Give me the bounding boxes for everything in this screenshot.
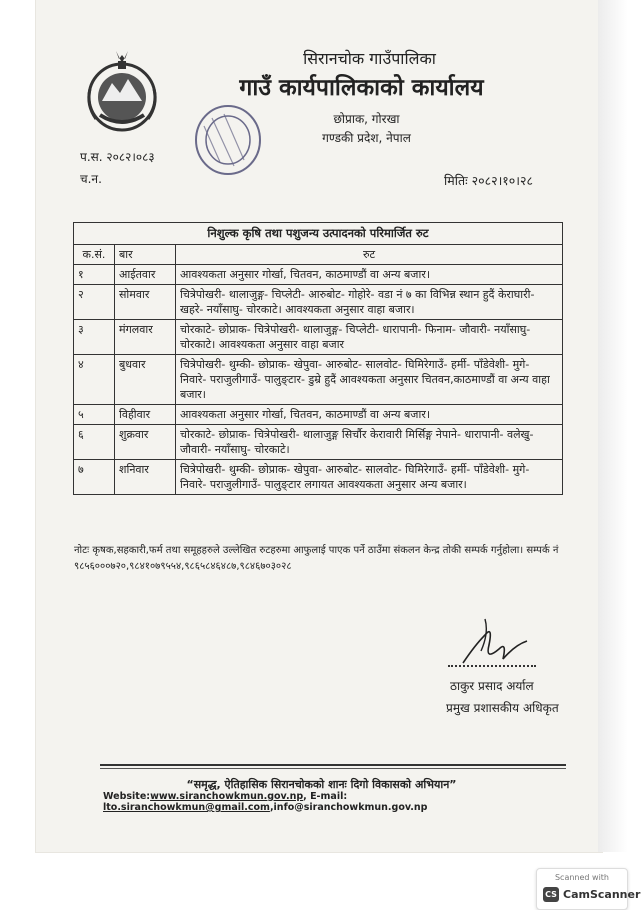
page-edge — [598, 0, 628, 852]
row-number: ४ — [74, 355, 115, 405]
signature-icon — [455, 615, 535, 670]
table-title: निशुल्क कृषि तथा पशुजन्य उत्पादनको परिमार्जित रुट — [74, 223, 563, 245]
dispatch-number: च.न. — [80, 172, 102, 186]
row-number: २ — [74, 285, 115, 320]
scanner-app-name: CamScanner — [563, 888, 641, 901]
footer-contacts — [103, 791, 643, 813]
letter-number: प.स. २०८२।०८३ — [80, 150, 155, 164]
table-row — [74, 460, 563, 495]
scanner-caption: Scanned with — [554, 873, 610, 882]
row-route: चोरकाटे- छोप्राक- चित्रेपोखरी- थालाजुङ्ग- चिप्लेटी- धारापानी- फिनाम- जौवारी- नयाँसाघु- चोरकाटे। आवश्यकता अनुसार वाहा बजार — [176, 320, 563, 355]
website-label: Website: — [103, 791, 151, 802]
row-day: शनिवार — [115, 460, 176, 495]
footer-divider-thin — [100, 768, 566, 769]
row-number: ३ — [74, 320, 115, 355]
camscanner-badge — [536, 868, 641, 910]
email-link[interactable]: lto.siranchowkmun@gmail.com — [103, 802, 270, 813]
row-day: विहीवार — [115, 405, 176, 425]
website-link[interactable]: www.siranchowkmun.gov.np — [150, 791, 304, 802]
footer-divider — [100, 764, 566, 766]
table-row — [74, 405, 563, 425]
email-secondary: ,info@siranchowkmun.gov.np — [269, 802, 428, 813]
table-row — [74, 425, 563, 460]
row-number: ५ — [74, 405, 115, 425]
row-day: शुक्रवार — [115, 425, 176, 460]
table-row — [74, 265, 563, 285]
office-name: गाउँ कार्यपालिकाको कार्यालय — [239, 75, 484, 101]
table-row — [74, 320, 563, 355]
row-number: १ — [74, 265, 115, 285]
signature-line — [448, 665, 536, 667]
contact-note: नोटः कृषक,सहकारी,फर्म तथा समूहहरुले उल्लेखित रुटहरुमा आफुलाई पाएक पर्ने ठाउँमा संकलन केन्द्र तोकी सम्पर्क गर्नुहोला। सम्पर्क नं ९८५६०००७२०,९८४१०७९५५४,९८६५८४६४८७,९८४६७०३०२८ — [74, 545, 559, 572]
email-label: , E-mail: — [303, 791, 348, 802]
footer-slogan: “समृद्ध, ऐतिहासिक सिरानचोकको शानः दिगो विकासको अभियान” — [186, 778, 457, 791]
letter-date: मितिः २०८२।१०।२८ — [444, 173, 534, 188]
municipality-name: सिरानचोक गाउँपालिका — [303, 49, 436, 68]
column-header-day: बार — [115, 245, 176, 265]
row-route: आवश्यकता अनुसार गोर्खा, चितवन, काठमाण्डौं वा अन्य बजार। — [176, 265, 563, 285]
column-header-route: रुट — [176, 245, 563, 265]
row-route: चित्रेपोखरी- थुम्की- छोप्राक- खेपुवा- आरुबोट- सालवोट- घिमिरेगाउँ- हर्मी- पाँडेवेशी- मुगे- निवारे- पराजुलीगाउँ- पालुङ्टार लगायत आवश्यकता अनुसार अन्य बजार। — [176, 460, 563, 495]
camscanner-logo-icon: CS — [543, 887, 559, 902]
row-route: चित्रेपोखरी- थालाजुङ्ग- चिप्लेटी- आरुबोट- गोहोरे- वडा नं ७ का विभिन्न स्थान हुदैं केराघारी- खहरे- नयाँसाघु- चोरकाटे। आवश्यकता अनुसार वाहा बजार। — [176, 285, 563, 320]
row-day: आईतवार — [115, 265, 176, 285]
row-route: आवश्यकता अनुसार गोर्खा, चितवन, काठमाण्डौं वा अन्य बजार। — [176, 405, 563, 425]
signatory-name: ठाकुर प्रसाद अर्याल — [450, 679, 534, 693]
row-route: चोरकाटे- छोप्राक- चित्रेपोखरी- थालाजुङ्ग सिर्चौर केरावारी मिर्सिङ्ग नेपाने- धारापानी- वलेखु- जौवारी- नयाँसाघु- चोरकाटे। — [176, 425, 563, 460]
route-table — [73, 222, 563, 495]
signatory-title: प्रमुख प्रशासकीय अधिकृत — [446, 701, 559, 715]
address-line-2: गण्डकी प्रदेश, नेपाल — [322, 131, 411, 145]
row-route: चित्रेपोखरी- थुम्की- छोप्राक- खेपुवा- आरुबोट- सालवोट- घिमिरेगाउँ- हर्मी- पाँडेवेशी- मुगे- निवारे- पराजुलीगाउँ- पालुङ्टार- डुम्रे हुदैं आवश्यकता अनुसार चितवन,काठमाण्डौं वा अन्य वाहा बजार। — [176, 355, 563, 405]
row-day: सोमवार — [115, 285, 176, 320]
column-header-number: क.सं. — [74, 245, 115, 265]
table-row — [74, 355, 563, 405]
table-row — [74, 285, 563, 320]
row-day: बुधवार — [115, 355, 176, 405]
row-number: ६ — [74, 425, 115, 460]
row-number: ७ — [74, 460, 115, 495]
row-day: मंगलवार — [115, 320, 176, 355]
address-line-1: छोप्राक, गोरखा — [333, 112, 400, 126]
